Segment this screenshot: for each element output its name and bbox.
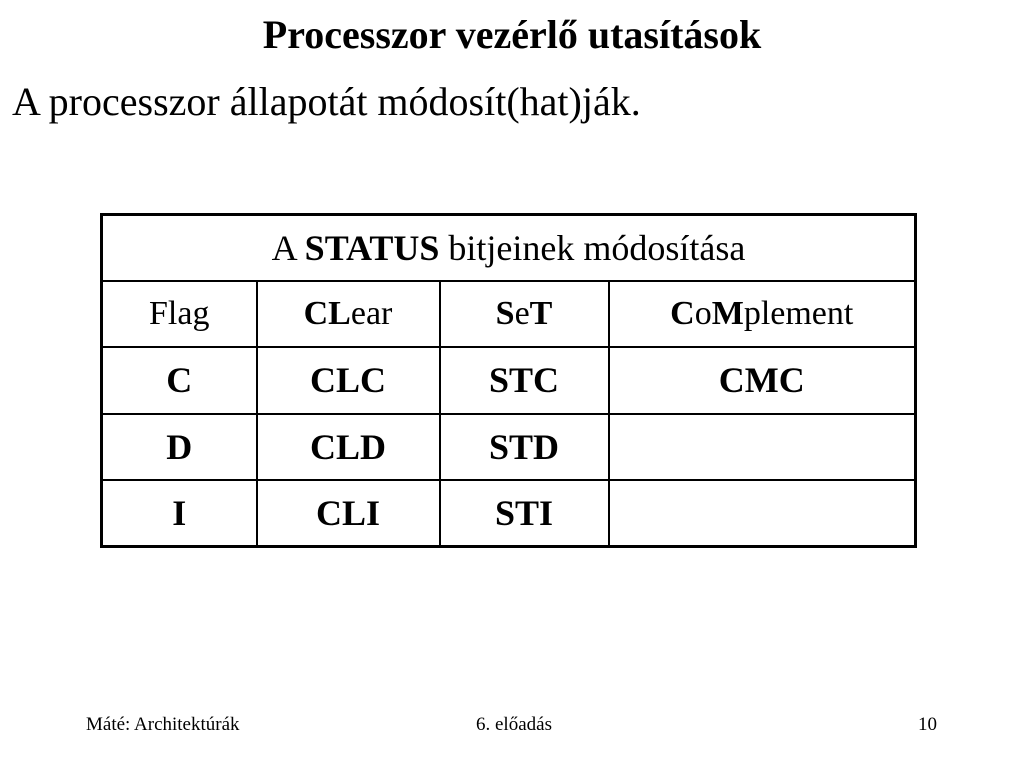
table-row xyxy=(102,414,916,480)
table-body xyxy=(102,347,916,546)
table-cell: CLI xyxy=(257,480,440,546)
table-caption-prefix: A xyxy=(271,227,305,268)
header-text-part: S xyxy=(495,295,515,333)
header-text-part: ear xyxy=(350,295,393,333)
slide-title: Processzor vezérlő utasítások xyxy=(262,12,762,57)
header-text-part: CL xyxy=(303,295,351,333)
header-text-part: Flag xyxy=(149,295,210,333)
footer-lecture: 6. előadás xyxy=(476,714,552,735)
header-text-part: o xyxy=(694,295,712,333)
table-cell: STI xyxy=(440,480,609,546)
table-header-cell xyxy=(440,281,609,347)
table-caption xyxy=(102,215,916,281)
table-cell: CLD xyxy=(257,414,440,480)
slide-subtitle: A processzor állapotát módosít(hat)ják. xyxy=(12,79,641,124)
table-header-cell xyxy=(102,281,257,347)
table-cell: C xyxy=(102,347,257,413)
table-cell: CLC xyxy=(257,347,440,413)
table-cell: I xyxy=(102,480,257,546)
footer-page-number: 10 xyxy=(918,714,937,735)
header-text-part: plement xyxy=(743,295,854,333)
table-header-cell xyxy=(257,281,440,347)
table-cell: D xyxy=(102,414,257,480)
header-text-part: C xyxy=(670,295,695,333)
table-caption-suffix: bitjeinek módosítása xyxy=(439,227,746,268)
table-caption-row xyxy=(102,215,916,281)
table-cell xyxy=(609,480,916,546)
table-cell: STD xyxy=(440,414,609,480)
table-row xyxy=(102,480,916,546)
table-cell: STC xyxy=(440,347,609,413)
footer-author: Máté: Architektúrák xyxy=(86,714,240,735)
header-text-part: M xyxy=(711,295,744,333)
status-bits-table xyxy=(100,213,917,548)
table-row xyxy=(102,347,916,413)
table-header-row xyxy=(102,281,916,347)
header-text-part: T xyxy=(529,295,553,333)
header-text-part: e xyxy=(514,295,530,333)
table-cell: CMC xyxy=(609,347,916,413)
table-header-cell xyxy=(609,281,916,347)
table-caption-bold: STATUS xyxy=(304,227,440,268)
table-cell xyxy=(609,414,916,480)
